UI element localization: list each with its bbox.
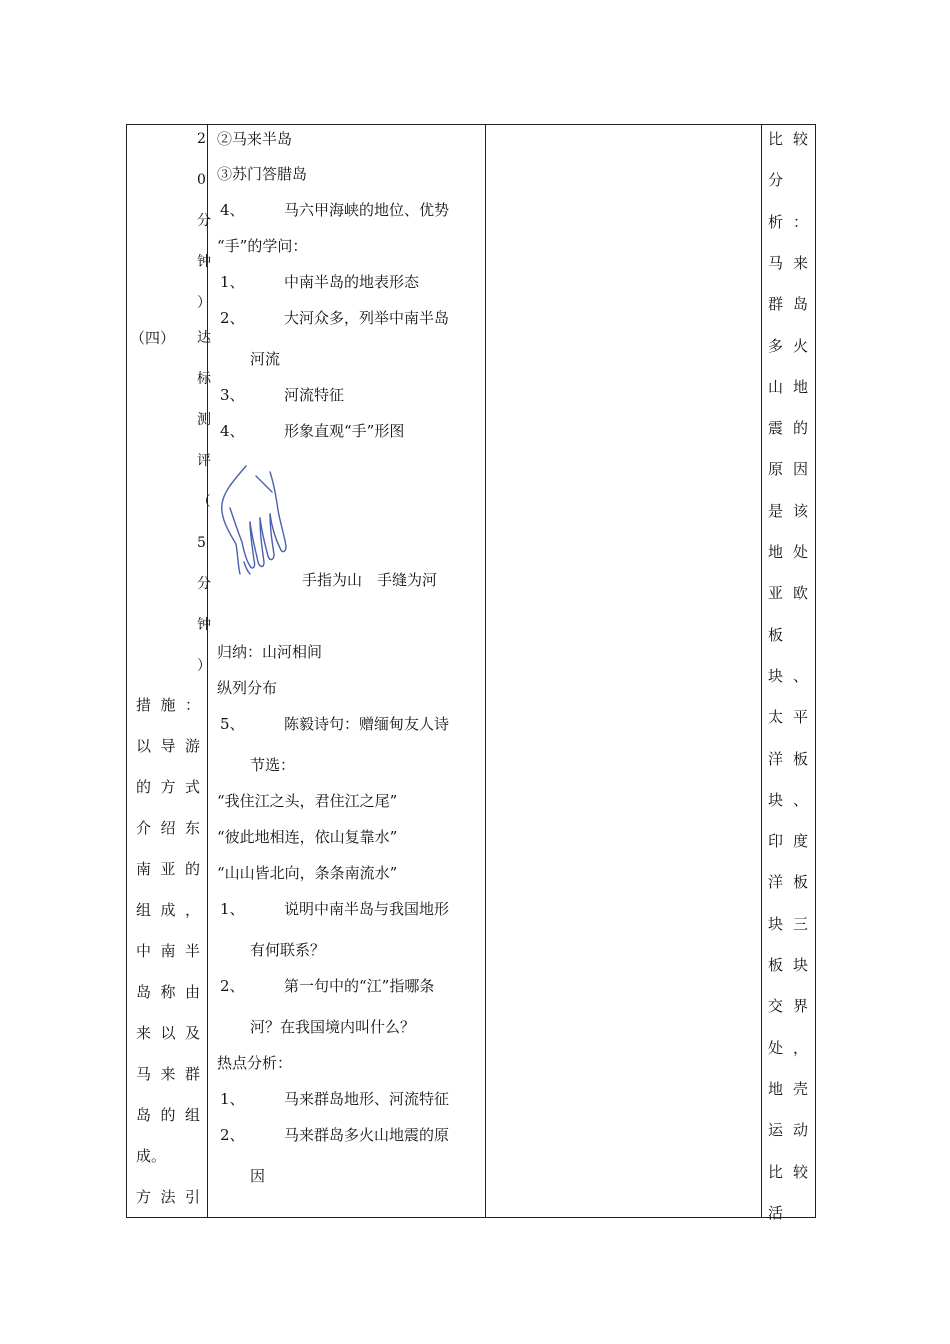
left-note-line: 的方式 — [136, 778, 200, 796]
left-note-line: 马来群 — [136, 1065, 200, 1083]
list-number: 3、 — [220, 386, 245, 404]
right-note-line: 印度 — [768, 832, 808, 851]
right-note-line: 块、 — [768, 666, 808, 685]
content-line: ③苏门答腊岛 — [217, 165, 308, 183]
column-divider-2 — [485, 125, 486, 1217]
list-item-text: 中南半岛的地表形态 — [284, 273, 420, 291]
left-note-line: 方法引 — [136, 1188, 200, 1206]
left-note-line: 中南半 — [136, 942, 200, 960]
right-note-line: 太平 — [768, 708, 808, 727]
right-note-line: 块、 — [768, 790, 808, 809]
right-note-line: 交界 — [768, 997, 808, 1016]
right-note-line: 震的 — [768, 419, 808, 438]
list-item-continuation: 因 — [250, 1167, 266, 1185]
right-note-line: 亚欧 — [768, 584, 808, 603]
list-item-text: 陈毅诗句：赠缅甸友人诗 — [284, 715, 450, 733]
right-note-line: 块三 — [768, 914, 808, 933]
left-note-line: 来以及 — [136, 1024, 200, 1042]
vertical-char: 测 — [197, 412, 211, 428]
list-number: 2、 — [220, 1126, 245, 1144]
vertical-char: 0 — [197, 172, 206, 188]
right-note-line: 群岛 — [768, 295, 808, 314]
left-note-line: 以导游 — [136, 737, 200, 755]
vertical-char: 2 — [197, 131, 206, 147]
list-number: 1、 — [220, 273, 245, 291]
vertical-char: 达 — [197, 330, 211, 346]
right-note-line: 比较 — [768, 1162, 808, 1181]
right-note-line: 山地 — [768, 377, 808, 396]
content-line: 热点分析： — [217, 1054, 293, 1072]
list-item-text: 马来群岛多火山地震的原 — [284, 1126, 450, 1144]
list-item-text: 说明中南半岛与我国地形 — [284, 900, 450, 918]
list-number: 2、 — [220, 309, 245, 327]
content-line: 纵列分布 — [217, 679, 278, 697]
content-line: “彼此地相连，依山复靠水” — [217, 828, 398, 846]
list-number: 4、 — [220, 422, 245, 440]
right-note-line: 地壳 — [768, 1079, 808, 1098]
right-note-line: 原因 — [768, 460, 808, 479]
right-note-line: 板块 — [768, 956, 808, 974]
right-note-line: 运动 — [768, 1121, 808, 1140]
list-number: 5、 — [220, 715, 245, 733]
list-item-text: 马来群岛地形、河流特征 — [284, 1090, 450, 1108]
vertical-char: 分 — [197, 213, 211, 229]
content-line: “手”的学问： — [217, 237, 308, 255]
vertical-char: 钟 — [197, 617, 211, 633]
right-note-line: 比较 — [768, 130, 808, 148]
left-note-line: 成。 — [136, 1147, 167, 1165]
vertical-char: 5 — [197, 535, 206, 551]
right-note-line: 洋板 — [768, 873, 808, 892]
list-item-text: 大河众多，列举中南半岛 — [284, 309, 450, 327]
list-item-continuation: 河？在我国境内叫什么？ — [250, 1018, 416, 1036]
list-number: 1、 — [220, 1090, 245, 1108]
list-number: 1、 — [220, 900, 245, 918]
vertical-char: （ — [197, 494, 211, 510]
vertical-char: 标 — [197, 371, 211, 387]
left-note-line: 岛称由 — [136, 983, 200, 1001]
right-note-line: 多火 — [768, 336, 808, 355]
list-item-text: 第一句中的“江”指哪条 — [284, 977, 435, 995]
content-line: ②马来半岛 — [217, 130, 293, 148]
right-note-line: 是该 — [768, 501, 808, 520]
list-item-continuation: 节选： — [250, 756, 296, 774]
column-divider-3 — [761, 125, 762, 1217]
right-note-line: 马来 — [768, 253, 808, 272]
vertical-char: ） — [197, 658, 211, 674]
right-note-line: 地处 — [768, 543, 808, 561]
hand-figure-caption: 手指为山 手缝为河 — [302, 571, 438, 589]
right-note-line: 洋板 — [768, 749, 808, 768]
list-number: 4、 — [220, 201, 245, 219]
vertical-char: 钟 — [197, 254, 211, 270]
section-label: （四） — [130, 329, 176, 347]
list-item-text: 形象直观“手”形图 — [284, 422, 405, 440]
vertical-char: 评 — [197, 453, 211, 469]
list-item-text: 河流特征 — [284, 386, 345, 404]
list-item-continuation: 有何联系？ — [250, 941, 326, 959]
list-number: 2、 — [220, 977, 245, 995]
right-note-line: 处， — [768, 1038, 808, 1057]
content-line: “我住江之头，君住江之尾” — [217, 792, 398, 810]
left-note-line: 介绍东 — [136, 819, 200, 837]
right-note-line: 板 — [768, 625, 784, 644]
right-note-line: 活 — [768, 1203, 784, 1222]
left-note-line: 岛的组 — [136, 1106, 200, 1124]
vertical-char: ） — [197, 295, 211, 311]
list-item-text: 马六甲海峡的地位、优势 — [284, 201, 450, 219]
list-item-continuation: 河流 — [250, 350, 281, 368]
content-line: “山山皆北向，条条南流水” — [217, 864, 398, 882]
hand-sketch-icon — [216, 462, 294, 578]
left-note-line: 组成， — [136, 901, 200, 919]
content-line: 归纳：山河相间 — [217, 643, 323, 661]
left-note-line: 措施： — [136, 696, 200, 714]
left-note-line: 南亚的 — [136, 860, 200, 878]
right-note-line: 分 — [768, 171, 784, 190]
right-note-line: 析： — [768, 212, 808, 231]
vertical-char: 分 — [197, 576, 211, 592]
